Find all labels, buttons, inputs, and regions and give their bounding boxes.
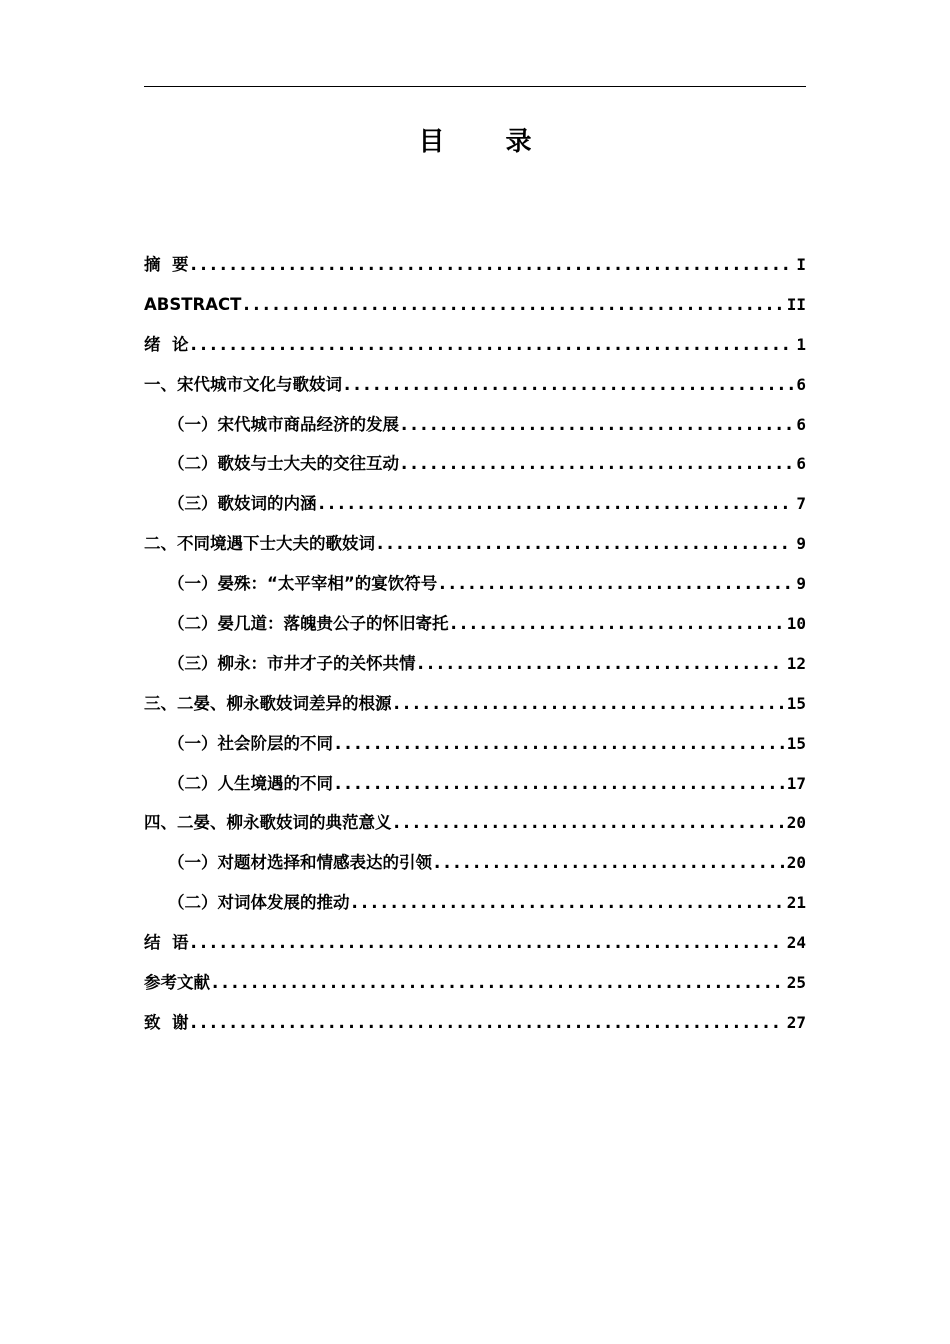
toc-entry[interactable] [144, 923, 806, 963]
toc-entry-page: 6 [796, 414, 806, 434]
toc-entry-label: （一）晏殊：“太平宰相”的宴饮符号 [168, 574, 438, 594]
page-title: 目 录 [418, 127, 558, 157]
toc-entry-label: （一）宋代城市商品经济的发展 [168, 414, 399, 434]
toc-entry[interactable] [144, 963, 806, 1003]
toc-entry-page: II [786, 294, 806, 314]
toc-dot-leader [401, 405, 793, 445]
toc-entry-page: 6 [796, 454, 806, 474]
toc-entry-page: 7 [796, 494, 806, 514]
toc-entry[interactable] [144, 843, 806, 883]
toc-entry-page: 27 [786, 1012, 806, 1032]
toc-entry-page: 10 [786, 614, 806, 634]
toc-entry[interactable] [144, 1003, 806, 1043]
toc-dot-leader [191, 923, 784, 963]
toc-entry-label: （二）晏几道：落魄贵公子的怀旧寄托 [168, 614, 449, 634]
toc-entry-page: 20 [786, 813, 806, 833]
toc-entry-label: （二）歌妓与士大夫的交往互动 [168, 454, 399, 474]
toc-entry-page: 17 [786, 773, 806, 793]
toc-entry[interactable] [144, 604, 806, 644]
toc-dot-leader [394, 803, 784, 843]
table-of-contents [144, 245, 806, 1043]
toc-entry-label: 摘 要 [144, 255, 189, 274]
header-rule [144, 86, 806, 87]
toc-entry-page: 15 [786, 693, 806, 713]
toc-entry[interactable] [144, 803, 806, 843]
toc-dot-leader [401, 444, 793, 484]
toc-dot-leader [335, 764, 784, 804]
toc-entry[interactable] [144, 365, 806, 405]
toc-entry-label: （三）柳永：市井才子的关怀共情 [168, 653, 416, 673]
toc-dot-leader [434, 843, 784, 883]
toc-dot-leader [191, 325, 794, 365]
toc-dot-leader [319, 484, 794, 524]
toc-entry-page: 20 [786, 853, 806, 873]
toc-dot-leader [451, 604, 784, 644]
toc-entry-label: （二）人生境遇的不同 [168, 773, 333, 793]
toc-entry-label: 四、二晏、柳永歌妓词的典范意义 [144, 813, 392, 833]
toc-dot-leader [243, 285, 783, 325]
toc-entry-label: （一）社会阶层的不同 [168, 733, 333, 753]
toc-entry-page: 15 [786, 733, 806, 753]
toc-entry[interactable] [144, 724, 806, 764]
toc-dot-leader [439, 564, 793, 604]
toc-entry[interactable] [144, 684, 806, 724]
toc-entry-label: （一）对题材选择和情感表达的引领 [168, 853, 432, 873]
toc-entry[interactable] [144, 405, 806, 445]
toc-entry-label: （三）歌妓词的内涵 [168, 494, 317, 514]
toc-entry[interactable] [144, 564, 806, 604]
toc-entry[interactable] [144, 245, 806, 285]
toc-entry-label: 一、宋代城市文化与歌妓词 [144, 374, 342, 394]
toc-entry-label: （二）对词体发展的推动 [168, 893, 350, 913]
toc-entry[interactable] [144, 484, 806, 524]
toc-entry-page: 24 [786, 933, 806, 953]
toc-entry-page: 21 [786, 893, 806, 913]
toc-dot-leader [394, 684, 784, 724]
toc-entry-page: 6 [796, 374, 806, 394]
toc-dot-leader [191, 1003, 784, 1043]
toc-dot-leader [212, 963, 784, 1003]
toc-dot-leader [352, 883, 784, 923]
toc-entry-label: 三、二晏、柳永歌妓词差异的根源 [144, 693, 392, 713]
toc-entry[interactable] [144, 285, 806, 325]
toc-entry-label: 致 谢 [144, 1012, 189, 1032]
toc-entry[interactable] [144, 883, 806, 923]
toc-entry-page: 9 [796, 574, 806, 594]
toc-entry[interactable] [144, 644, 806, 684]
toc-dot-leader [335, 724, 784, 764]
toc-dot-leader [418, 644, 784, 684]
toc-entry-page: 9 [796, 534, 806, 554]
toc-entry-label: 绪 论 [144, 334, 189, 354]
toc-entry-label: 二、不同境遇下士大夫的歌妓词 [144, 534, 375, 554]
toc-entry-label: 参考文献 [144, 973, 210, 993]
toc-entry-label: 结 语 [144, 933, 189, 953]
toc-entry[interactable] [144, 325, 806, 365]
toc-entry-page: I [796, 255, 806, 274]
toc-dot-leader [377, 524, 793, 564]
toc-entry-page: 12 [786, 653, 806, 673]
toc-entry-page: 25 [786, 973, 806, 993]
toc-entry-page: 1 [796, 334, 806, 354]
toc-dot-leader [191, 245, 794, 285]
toc-entry[interactable] [144, 764, 806, 804]
toc-entry[interactable] [144, 444, 806, 484]
toc-dot-leader [344, 365, 793, 405]
toc-entry[interactable] [144, 524, 806, 564]
toc-entry-label: ABSTRACT [144, 294, 242, 314]
